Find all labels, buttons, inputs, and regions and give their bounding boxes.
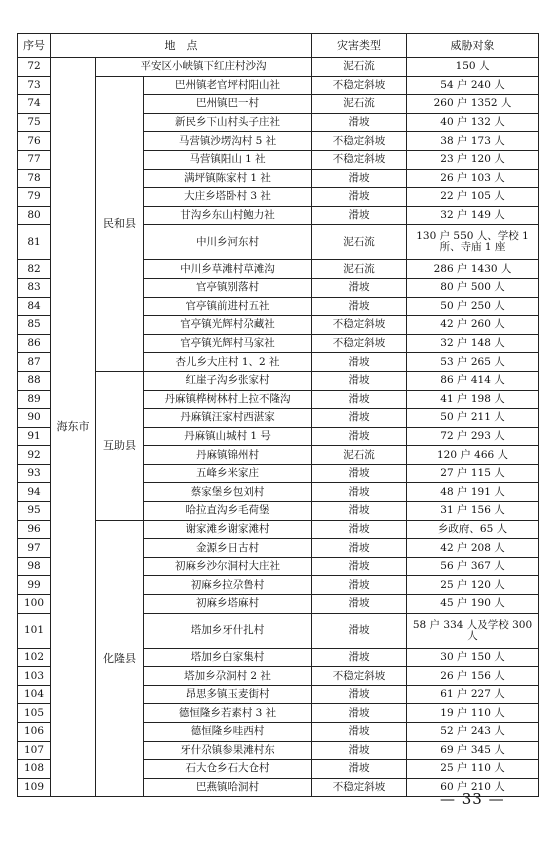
- hazard-type-cell: 不稳定斜坡: [312, 667, 407, 686]
- hazard-type-cell: 不稳定斜坡: [312, 132, 407, 151]
- place-cell: 初麻乡沙尔洞村大庄社: [144, 557, 312, 576]
- hazard-type-cell: 滑坡: [312, 613, 407, 648]
- place-cell: 谢家滩乡谢家滩村: [144, 520, 312, 539]
- row-number: 102: [18, 648, 51, 667]
- hazard-type-cell: 滑坡: [312, 557, 407, 576]
- row-number: 87: [18, 353, 51, 372]
- place-cell: 大庄乡塔卧村 3 社: [144, 188, 312, 207]
- row-number: 85: [18, 316, 51, 335]
- target-cell: 50 户 250 人: [407, 297, 539, 316]
- row-number: 73: [18, 76, 51, 95]
- target-cell: 86 户 414 人: [407, 371, 539, 390]
- row-number: 107: [18, 741, 51, 760]
- hazard-type-cell: 滑坡: [312, 520, 407, 539]
- row-number: 90: [18, 409, 51, 428]
- place-cell: 官亭镇别落村: [144, 278, 312, 297]
- header-seq: 序号: [18, 34, 51, 58]
- place-cell: 牙什尕镇参果滩村东: [144, 741, 312, 760]
- place-cell: 蔡家堡乡包刘村: [144, 483, 312, 502]
- header-target: 威胁对象: [407, 34, 539, 58]
- page-number: — 33 —: [440, 790, 505, 808]
- hazard-type-cell: 滑坡: [312, 595, 407, 614]
- place-cell: 杏儿乡大庄村 1、2 社: [144, 353, 312, 372]
- hazard-type-cell: 泥石流: [312, 95, 407, 114]
- target-cell: 22 户 105 人: [407, 188, 539, 207]
- table-row: [18, 371, 539, 390]
- county-minhe: 民和县: [96, 76, 144, 371]
- row-number: 109: [18, 778, 51, 797]
- row-number: 104: [18, 685, 51, 704]
- target-cell: 30 户 150 人: [407, 648, 539, 667]
- target-cell: 120 户 466 人: [407, 446, 539, 465]
- place-cell: 甘沟乡东山村鲍力社: [144, 206, 312, 225]
- place-cell: 德恒隆乡哇西村: [144, 723, 312, 742]
- place-cell: 新民乡下山村头子庄社: [144, 113, 312, 132]
- hazard-type-cell: 滑坡: [312, 723, 407, 742]
- hazard-type-cell: 滑坡: [312, 704, 407, 723]
- target-cell: 58 户 334 人及学校 300 人: [407, 613, 539, 648]
- row-number: 80: [18, 206, 51, 225]
- hazard-type-cell: 滑坡: [312, 390, 407, 409]
- place-cell: 石大仓乡石大仓村: [144, 760, 312, 779]
- target-cell: 130 户 550 人、学校 1 所、寺庙 1 座: [407, 225, 539, 260]
- target-cell: 40 户 132 人: [407, 113, 539, 132]
- county-huzhu: 互助县: [96, 371, 144, 520]
- place-cell: 丹麻镇锦州村: [144, 446, 312, 465]
- hazard-type-cell: 不稳定斜坡: [312, 334, 407, 353]
- target-cell: 56 户 367 人: [407, 557, 539, 576]
- place-cell: 丹麻镇桦树林村上拉不隆沟: [144, 390, 312, 409]
- hazard-type-cell: 滑坡: [312, 353, 407, 372]
- hazard-type-cell: 滑坡: [312, 278, 407, 297]
- row-number: 72: [18, 58, 51, 77]
- hazard-type-cell: 滑坡: [312, 169, 407, 188]
- place-cell: 中川乡草滩村草滩沟: [144, 260, 312, 279]
- target-cell: 25 户 110 人: [407, 760, 539, 779]
- row-number: 88: [18, 371, 51, 390]
- target-cell: 乡政府、65 人: [407, 520, 539, 539]
- row-number: 74: [18, 95, 51, 114]
- hazard-type-cell: 泥石流: [312, 446, 407, 465]
- target-cell: 80 户 500 人: [407, 278, 539, 297]
- place-cell: 满坪镇陈家村 1 社: [144, 169, 312, 188]
- place-cell: 丹麻镇山城村 1 号: [144, 427, 312, 446]
- row-number: 99: [18, 576, 51, 595]
- target-cell: 42 户 208 人: [407, 539, 539, 558]
- target-cell: 260 户 1352 人: [407, 95, 539, 114]
- row-number: 78: [18, 169, 51, 188]
- hazard-type-cell: 滑坡: [312, 464, 407, 483]
- target-cell: 50 户 211 人: [407, 409, 539, 428]
- place-cell: 初麻乡塔麻村: [144, 595, 312, 614]
- hazard-type-cell: 滑坡: [312, 760, 407, 779]
- row-number: 106: [18, 723, 51, 742]
- place-cell: 官亭镇光辉村尕藏社: [144, 316, 312, 335]
- row-number: 86: [18, 334, 51, 353]
- target-cell: 23 户 120 人: [407, 150, 539, 169]
- place-cell: 巴州镇巴一村: [144, 95, 312, 114]
- place-cell: 塔加乡尕洞村 2 社: [144, 667, 312, 686]
- place-cell: 马营镇沙塄沟村 5 社: [144, 132, 312, 151]
- hazard-type-cell: 不稳定斜坡: [312, 778, 407, 797]
- row-number: 92: [18, 446, 51, 465]
- row-number: 91: [18, 427, 51, 446]
- place-cell: 塔加乡白家集村: [144, 648, 312, 667]
- hazard-type-cell: 滑坡: [312, 576, 407, 595]
- target-cell: 32 户 148 人: [407, 334, 539, 353]
- place-cell: 中川乡河东村: [144, 225, 312, 260]
- target-cell: 42 户 260 人: [407, 316, 539, 335]
- row-number: 75: [18, 113, 51, 132]
- hazard-type-cell: 滑坡: [312, 648, 407, 667]
- hazard-type-cell: 泥石流: [312, 58, 407, 77]
- hazard-type-cell: 滑坡: [312, 371, 407, 390]
- target-cell: 19 户 110 人: [407, 704, 539, 723]
- row-number: 84: [18, 297, 51, 316]
- place-cell: 平安区小峡镇下红庄村沙沟: [96, 58, 312, 77]
- target-cell: 38 户 173 人: [407, 132, 539, 151]
- row-number: 82: [18, 260, 51, 279]
- target-cell: 286 户 1430 人: [407, 260, 539, 279]
- target-cell: 26 户 103 人: [407, 169, 539, 188]
- header-location: 地 点: [51, 34, 312, 58]
- row-number: 81: [18, 225, 51, 260]
- hazard-type-cell: 滑坡: [312, 483, 407, 502]
- row-number: 94: [18, 483, 51, 502]
- place-cell: 官亭镇光辉村马家社: [144, 334, 312, 353]
- county-hualong: 化隆县: [96, 520, 144, 797]
- target-cell: 48 户 191 人: [407, 483, 539, 502]
- row-number: 105: [18, 704, 51, 723]
- row-number: 98: [18, 557, 51, 576]
- target-cell: 45 户 190 人: [407, 595, 539, 614]
- hazard-type-cell: 滑坡: [312, 741, 407, 760]
- place-cell: 金源乡日古村: [144, 539, 312, 558]
- row-number: 79: [18, 188, 51, 207]
- hazard-type-cell: 滑坡: [312, 409, 407, 428]
- hazard-type-cell: 滑坡: [312, 685, 407, 704]
- target-cell: 69 户 345 人: [407, 741, 539, 760]
- target-cell: 53 户 265 人: [407, 353, 539, 372]
- hazard-table: [17, 33, 539, 797]
- hazard-type-cell: 滑坡: [312, 113, 407, 132]
- place-cell: 马营镇阳山 1 社: [144, 150, 312, 169]
- table-header-row: [18, 34, 539, 58]
- place-cell: 官亭镇前进村五社: [144, 297, 312, 316]
- row-number: 95: [18, 502, 51, 521]
- target-cell: 72 户 293 人: [407, 427, 539, 446]
- place-cell: 哈拉直沟乡毛荷堡: [144, 502, 312, 521]
- table-row: [18, 520, 539, 539]
- place-cell: 初麻乡拉尕鲁村: [144, 576, 312, 595]
- target-cell: 52 户 243 人: [407, 723, 539, 742]
- target-cell: 27 户 115 人: [407, 464, 539, 483]
- table-row: [18, 58, 539, 77]
- target-cell: 32 户 149 人: [407, 206, 539, 225]
- hazard-type-cell: 泥石流: [312, 260, 407, 279]
- hazard-type-cell: 不稳定斜坡: [312, 316, 407, 335]
- target-cell: 41 户 198 人: [407, 390, 539, 409]
- target-cell: 150 人: [407, 58, 539, 77]
- place-cell: 丹麻镇汪家村西湛家: [144, 409, 312, 428]
- row-number: 89: [18, 390, 51, 409]
- hazard-type-cell: 不稳定斜坡: [312, 150, 407, 169]
- hazard-type-cell: 泥石流: [312, 225, 407, 260]
- target-cell: 61 户 227 人: [407, 685, 539, 704]
- row-number: 77: [18, 150, 51, 169]
- place-cell: 昂思多镇玉麦街村: [144, 685, 312, 704]
- row-number: 93: [18, 464, 51, 483]
- city-cell: 海东市: [51, 58, 96, 797]
- hazard-type-cell: 滑坡: [312, 188, 407, 207]
- row-number: 97: [18, 539, 51, 558]
- row-number: 76: [18, 132, 51, 151]
- place-cell: 巴州镇老官坪村阳山社: [144, 76, 312, 95]
- place-cell: 德恒隆乡若素村 3 社: [144, 704, 312, 723]
- row-number: 83: [18, 278, 51, 297]
- target-cell: 25 户 120 人: [407, 576, 539, 595]
- hazard-type-cell: 不稳定斜坡: [312, 76, 407, 95]
- hazard-type-cell: 滑坡: [312, 502, 407, 521]
- target-cell: 31 户 156 人: [407, 502, 539, 521]
- hazard-type-cell: 滑坡: [312, 206, 407, 225]
- table-body: [18, 58, 539, 797]
- table-row: [18, 76, 539, 95]
- target-cell: 26 户 156 人: [407, 667, 539, 686]
- row-number: 108: [18, 760, 51, 779]
- place-cell: 五峰乡米家庄: [144, 464, 312, 483]
- row-number: 100: [18, 595, 51, 614]
- hazard-type-cell: 滑坡: [312, 427, 407, 446]
- header-type: 灾害类型: [312, 34, 407, 58]
- row-number: 101: [18, 613, 51, 648]
- place-cell: 红崖子沟乡张家村: [144, 371, 312, 390]
- place-cell: 塔加乡牙什扎村: [144, 613, 312, 648]
- hazard-type-cell: 滑坡: [312, 297, 407, 316]
- target-cell: 54 户 240 人: [407, 76, 539, 95]
- hazard-type-cell: 滑坡: [312, 539, 407, 558]
- target-cell: 60 户 210 人: [407, 778, 539, 797]
- row-number: 103: [18, 667, 51, 686]
- place-cell: 巴燕镇哈洞村: [144, 778, 312, 797]
- row-number: 96: [18, 520, 51, 539]
